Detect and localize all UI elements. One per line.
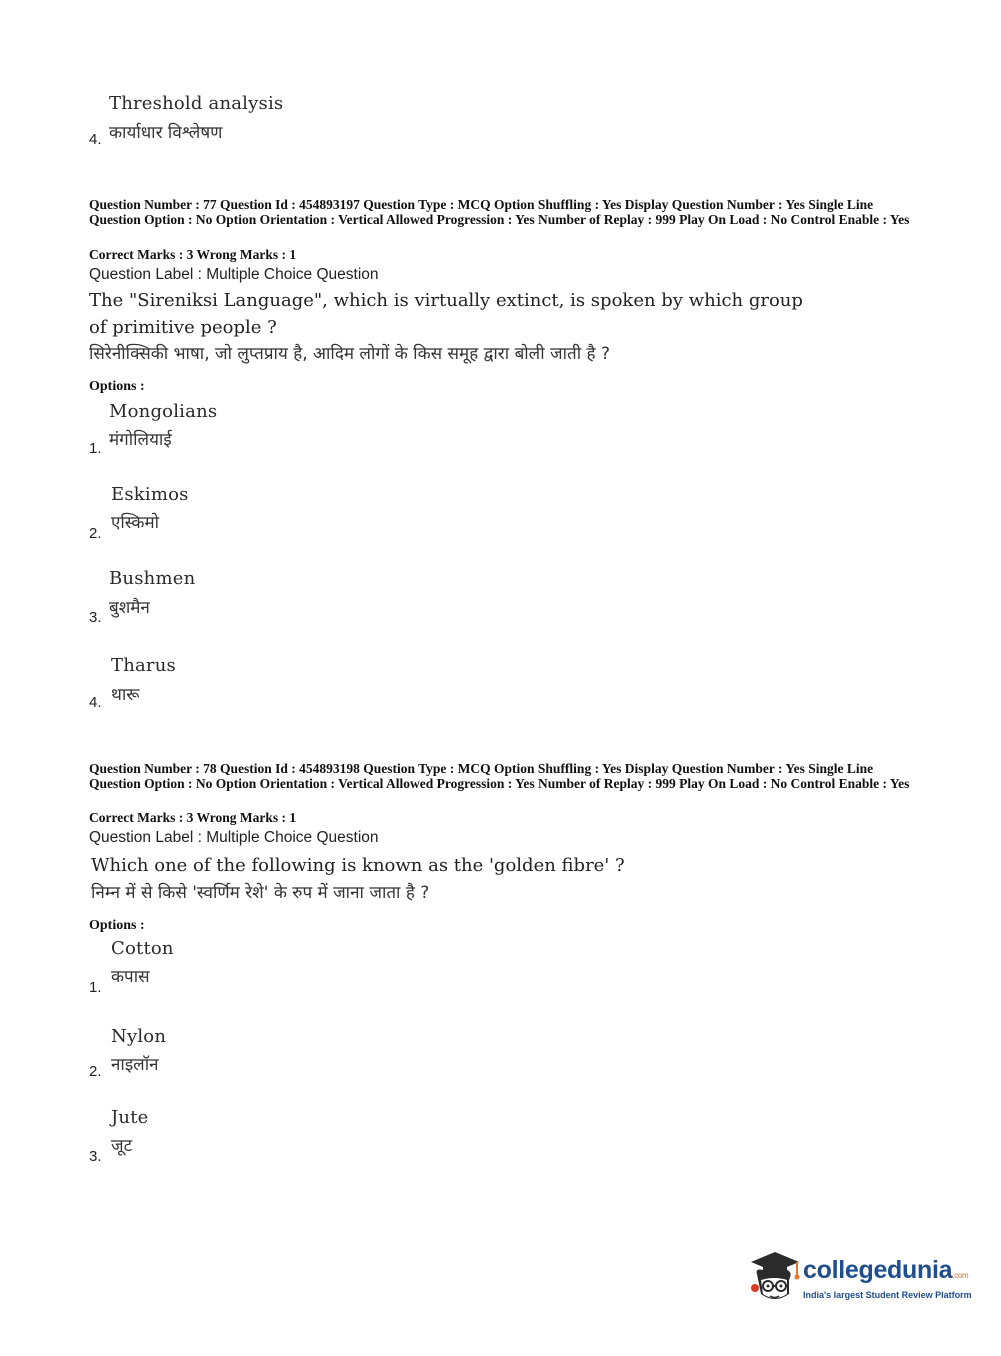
q77-option-1-hi: मंगोलियाई bbox=[109, 430, 172, 450]
q78-option-1-number: 1. bbox=[89, 979, 102, 996]
q77-option-3-en: Bushmen bbox=[109, 568, 196, 589]
q78-option-2-number: 2. bbox=[89, 1063, 102, 1080]
q77-option-2-number: 2. bbox=[89, 525, 102, 542]
q77-option-4-hi: थारू bbox=[111, 685, 140, 705]
logo-name: collegedunia.com bbox=[803, 1256, 969, 1284]
q78-question-hi: निम्न में से किसे 'स्वर्णिम रेशे' के रुप में जाना जाता है ? bbox=[91, 883, 430, 903]
q78-option-3-en: Jute bbox=[111, 1107, 149, 1128]
q78-option-3-hi: जूट bbox=[111, 1136, 133, 1156]
q77-question-hi: सिरेनीक्सिकी भाषा, जो लुप्तप्राय है, आदिम लोगों के किस समूह द्वारा बोली जाती है ? bbox=[89, 344, 610, 364]
q78-options-header: Options : bbox=[89, 918, 145, 933]
prev-option-4-number: 4. bbox=[89, 131, 102, 148]
q77-options-header: Options : bbox=[89, 379, 145, 394]
q77-option-1-number: 1. bbox=[89, 440, 102, 457]
q77-question-en: The "Sireniksi Language", which is virtually extinct, is spoken by which group of primitive people ? bbox=[89, 290, 803, 338]
q77-option-1-en: Mongolians bbox=[109, 401, 218, 422]
q78-option-3-number: 3. bbox=[89, 1148, 102, 1165]
q77-option-3-hi: बुशमैन bbox=[109, 598, 150, 618]
prev-option-4-en: Threshold analysis bbox=[109, 93, 284, 114]
q78-option-1-hi: कपास bbox=[111, 967, 150, 987]
q78-label: Question Label : Multiple Choice Question bbox=[89, 829, 379, 846]
q78-option-2-en: Nylon bbox=[111, 1026, 167, 1047]
prev-option-4-hi: कार्याधार विश्लेषण bbox=[109, 123, 223, 143]
q78-meta: Question Number : 78 Question Id : 454893198 Question Type : MCQ Option Shuffling : Yes Display Question Number : Yes Single Line Question Option : No Option Orientation : Vertical Allowed Progression : Yes Number of Replay : 999 Play On Load : No Control Enable : Yes bbox=[89, 761, 910, 791]
collegedunia-logo bbox=[745, 1250, 970, 1310]
q77-marks: Correct Marks : 3 Wrong Marks : 1 bbox=[89, 247, 297, 262]
q78-option-2-hi: नाइलॉन bbox=[111, 1055, 159, 1075]
q77-option-2-hi: एस्किमो bbox=[111, 513, 160, 533]
q78-option-1-en: Cotton bbox=[111, 938, 174, 959]
q77-option-4-number: 4. bbox=[89, 694, 102, 711]
q78-marks: Correct Marks : 3 Wrong Marks : 1 bbox=[89, 810, 297, 825]
q77-label: Question Label : Multiple Choice Question bbox=[89, 266, 379, 283]
logo-tagline: India's largest Student Review Platform bbox=[803, 1290, 972, 1300]
q77-option-4-en: Tharus bbox=[111, 655, 176, 676]
q77-option-2-en: Eskimos bbox=[111, 484, 189, 505]
mascot-icon bbox=[745, 1250, 801, 1310]
q77-meta: Question Number : 77 Question Id : 454893197 Question Type : MCQ Option Shuffling : Yes Display Question Number : Yes Single Line Question Option : No Option Orientation : Vertical Allowed Progression : Yes Number of Replay : 999 Play On Load : No Control Enable : Yes bbox=[89, 197, 910, 227]
q77-option-3-number: 3. bbox=[89, 609, 102, 626]
logo-suffix: .com bbox=[952, 1271, 969, 1280]
q78-question-en: Which one of the following is known as the 'golden fibre' ? bbox=[91, 855, 625, 876]
